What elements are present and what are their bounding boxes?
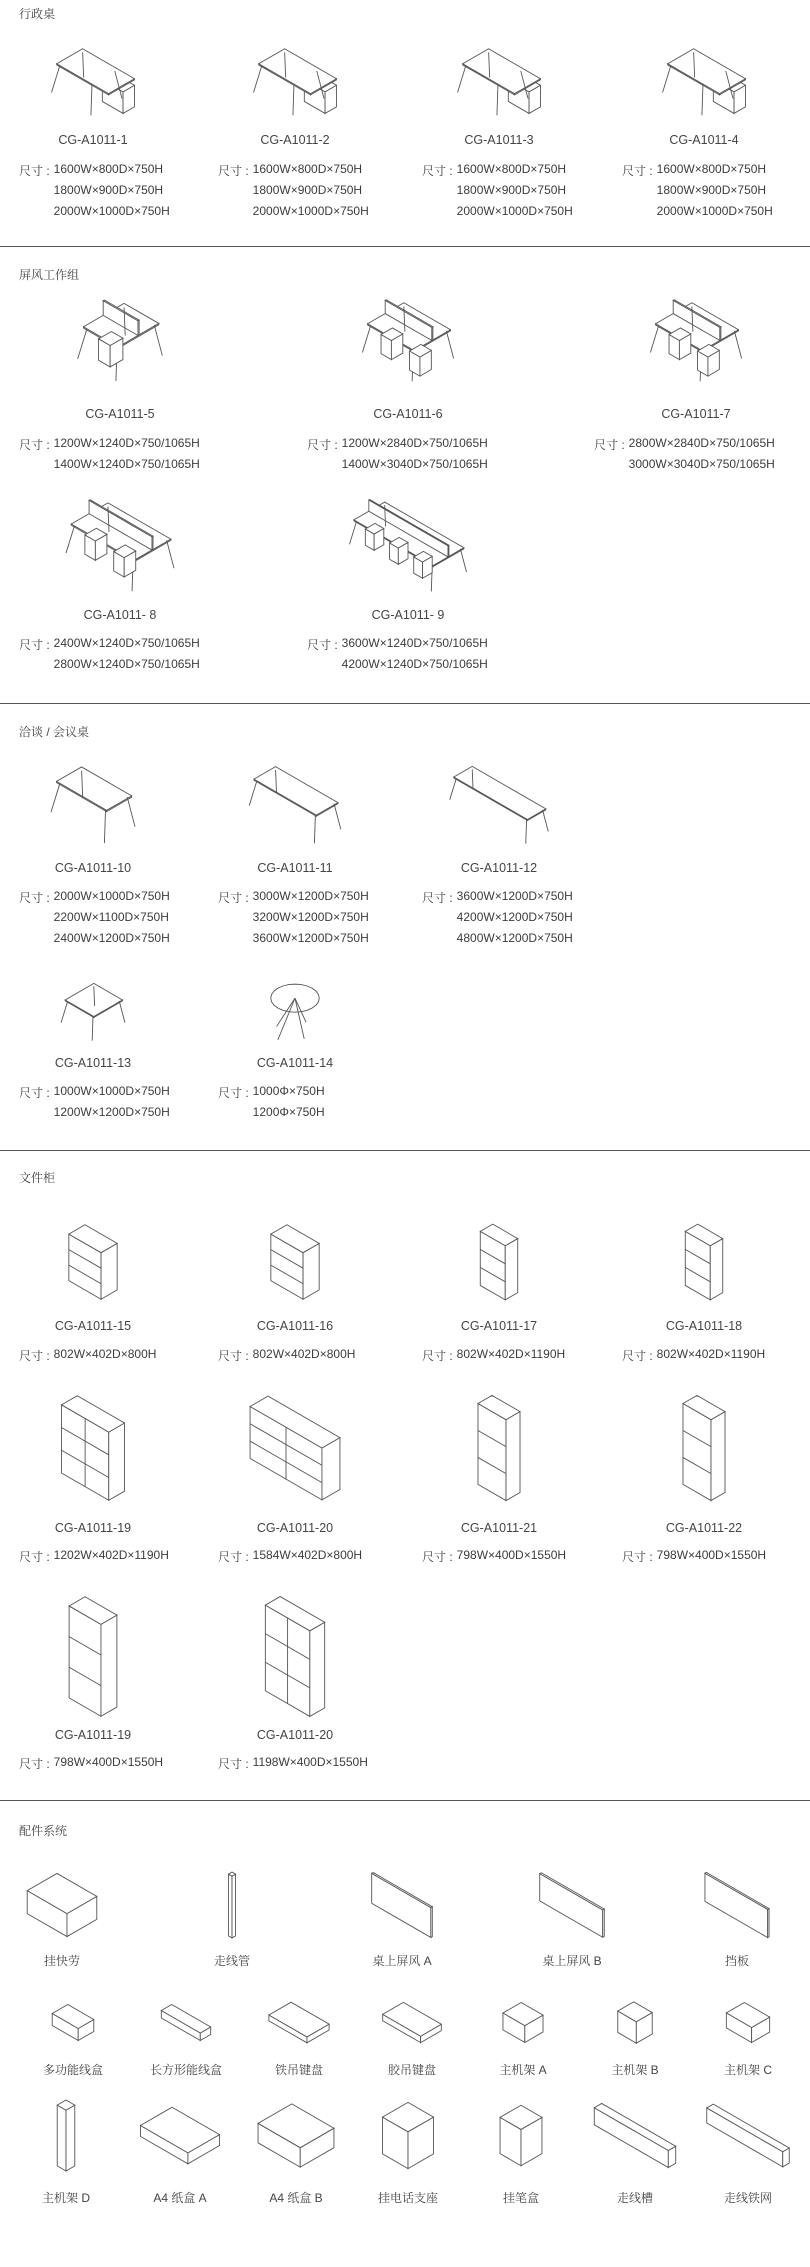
size-value: 798W×400D×1550H bbox=[656, 1548, 767, 1562]
section-divider bbox=[0, 703, 810, 704]
size-value: 2000W×1000D×750H bbox=[456, 204, 573, 218]
accessory-label: 挂笔盒 bbox=[502, 2191, 540, 2205]
accessory-label: 走线铁网 bbox=[723, 2191, 773, 2205]
accessory-image bbox=[28, 2000, 118, 2045]
accessory-drawing bbox=[476, 2098, 566, 2173]
product-code: CG-A1011-20 bbox=[256, 1521, 334, 1535]
accessory-image bbox=[187, 1870, 277, 1940]
size-value: 2000W×1000D×750H bbox=[53, 889, 170, 903]
size-value: 1198W×400D×1550H bbox=[252, 1755, 368, 1769]
product-code: CG-A1011-4 bbox=[669, 133, 739, 147]
section-title: 屏风工作组 bbox=[19, 268, 80, 282]
product-image bbox=[343, 498, 473, 593]
size-values bbox=[457, 162, 573, 225]
product-image bbox=[28, 47, 158, 117]
accessory-label: 胶吊键盘 bbox=[387, 2063, 437, 2077]
product-image bbox=[230, 1393, 360, 1503]
size-label: 尺寸 : bbox=[422, 1550, 453, 1564]
product-sizes bbox=[218, 1347, 355, 1368]
size-value: 1584W×402D×800H bbox=[252, 1548, 363, 1562]
product-drawing bbox=[28, 1393, 158, 1503]
product-drawing bbox=[434, 47, 564, 117]
size-label: 尺寸 : bbox=[622, 1550, 653, 1564]
product-sizes bbox=[594, 436, 775, 478]
size-values bbox=[253, 1548, 362, 1569]
product-image bbox=[230, 1222, 360, 1302]
accessory-label: 主机架 B bbox=[611, 2063, 659, 2077]
product-image bbox=[434, 47, 564, 117]
accessory-drawing bbox=[692, 1870, 782, 1940]
product-drawing bbox=[639, 1393, 769, 1503]
accessory-image bbox=[357, 1870, 447, 1940]
product-image bbox=[230, 765, 360, 845]
accessory-image bbox=[21, 2098, 111, 2173]
size-value: 2400W×1200D×750H bbox=[53, 931, 170, 945]
accessory-label: 走线管 bbox=[213, 1954, 251, 1968]
accessory-image bbox=[363, 2098, 453, 2173]
accessory-label: 挂电话支座 bbox=[377, 2191, 439, 2205]
product-drawing bbox=[28, 982, 158, 1042]
product-sizes bbox=[19, 636, 200, 678]
product-image bbox=[434, 1393, 564, 1503]
accessory-label: 主机架 A bbox=[499, 2063, 547, 2077]
product-image bbox=[28, 1393, 158, 1503]
accessory-label: 桌上屏风 B bbox=[542, 1954, 602, 1968]
section-title: 文件柜 bbox=[19, 1171, 56, 1185]
product-image bbox=[55, 498, 185, 593]
size-label: 尺寸 : bbox=[307, 438, 338, 452]
size-label: 尺寸 : bbox=[307, 638, 338, 652]
size-values bbox=[457, 889, 573, 952]
size-value: 2000W×1000D×750H bbox=[656, 204, 773, 218]
size-values bbox=[457, 1347, 566, 1368]
section-divider bbox=[0, 1800, 810, 1801]
product-drawing bbox=[230, 1222, 360, 1302]
size-label: 尺寸 : bbox=[19, 1349, 50, 1363]
size-value: 1600W×800D×750H bbox=[656, 162, 767, 176]
product-sizes bbox=[218, 1084, 325, 1126]
size-value: 1200W×1200D×750H bbox=[53, 1105, 170, 1119]
product-code: CG-A1011- 9 bbox=[371, 608, 445, 622]
product-drawing bbox=[434, 765, 564, 845]
accessory-drawing bbox=[527, 1870, 617, 1940]
size-value: 1000Φ×750H bbox=[252, 1084, 325, 1098]
product-drawing bbox=[639, 1222, 769, 1302]
product-code: CG-A1011-3 bbox=[464, 133, 534, 147]
product-drawing bbox=[434, 1393, 564, 1503]
section-divider bbox=[0, 1150, 810, 1151]
product-sizes bbox=[422, 889, 573, 952]
accessory-drawing bbox=[590, 2000, 680, 2045]
accessory-image bbox=[141, 2000, 231, 2045]
section-divider bbox=[0, 246, 810, 247]
product-image bbox=[639, 1393, 769, 1503]
product-code: CG-A1011-13 bbox=[54, 1056, 132, 1070]
product-sizes bbox=[19, 436, 200, 478]
product-sizes bbox=[19, 889, 170, 952]
accessory-drawing bbox=[590, 2098, 680, 2173]
section-title: 配件系统 bbox=[19, 1824, 68, 1838]
product-sizes bbox=[218, 1755, 368, 1776]
product-image bbox=[28, 1222, 158, 1302]
accessory-drawing bbox=[367, 2000, 457, 2045]
accessory-image bbox=[476, 2098, 566, 2173]
product-sizes bbox=[422, 1347, 565, 1368]
size-value: 1200Φ×750H bbox=[252, 1105, 325, 1119]
product-sizes bbox=[218, 1548, 362, 1569]
section-title: 行政桌 bbox=[19, 7, 56, 21]
size-values bbox=[253, 1084, 325, 1126]
product-sizes bbox=[19, 1755, 163, 1776]
size-values bbox=[54, 636, 200, 678]
product-sizes bbox=[307, 436, 488, 478]
accessory-image bbox=[590, 2098, 680, 2173]
size-value: 4200W×1200D×750H bbox=[456, 910, 573, 924]
accessory-image bbox=[135, 2098, 225, 2173]
product-code: CG-A1011-11 bbox=[257, 861, 333, 875]
size-label: 尺寸 : bbox=[622, 164, 653, 178]
product-drawing bbox=[230, 1594, 360, 1719]
size-label: 尺寸 : bbox=[218, 1757, 249, 1771]
product-image bbox=[28, 765, 158, 845]
size-label: 尺寸 : bbox=[422, 891, 453, 905]
product-drawing bbox=[28, 47, 158, 117]
size-value: 4800W×1200D×750H bbox=[456, 931, 573, 945]
size-values bbox=[253, 162, 369, 225]
size-value: 2000W×1000D×750H bbox=[53, 204, 170, 218]
accessory-label: 主机架 C bbox=[723, 2063, 773, 2077]
size-value: 1400W×1240D×750/1065H bbox=[53, 457, 200, 471]
size-value: 1800W×900D×750H bbox=[456, 183, 567, 197]
size-label: 尺寸 : bbox=[19, 1550, 50, 1564]
product-image bbox=[434, 765, 564, 845]
accessory-label: 桌上屏风 A bbox=[372, 1954, 432, 1968]
size-value: 1600W×800D×750H bbox=[456, 162, 567, 176]
product-code: CG-A1011-15 bbox=[54, 1319, 132, 1333]
size-values bbox=[657, 162, 773, 225]
product-sizes bbox=[422, 162, 573, 225]
product-drawing bbox=[343, 498, 473, 593]
accessory-image bbox=[590, 2000, 680, 2045]
size-values bbox=[342, 636, 488, 678]
accessory-drawing bbox=[357, 1870, 447, 1940]
size-values bbox=[253, 1347, 356, 1368]
product-code: CG-A1011-10 bbox=[54, 861, 132, 875]
product-sizes bbox=[19, 162, 170, 225]
product-code: CG-A1011-5 bbox=[85, 407, 155, 421]
size-value: 1800W×900D×750H bbox=[656, 183, 767, 197]
size-values bbox=[657, 1548, 766, 1569]
size-label: 尺寸 : bbox=[19, 1086, 50, 1100]
size-label: 尺寸 : bbox=[594, 438, 625, 452]
accessory-image bbox=[17, 1870, 107, 1940]
product-sizes bbox=[622, 1548, 766, 1569]
size-values bbox=[54, 1084, 170, 1126]
size-values bbox=[457, 1548, 566, 1569]
product-code: CG-A1011-22 bbox=[665, 1521, 743, 1535]
accessory-drawing bbox=[187, 1870, 277, 1940]
size-label: 尺寸 : bbox=[19, 164, 50, 178]
product-image bbox=[343, 298, 473, 383]
size-values bbox=[54, 162, 170, 225]
product-sizes bbox=[307, 636, 488, 678]
size-value: 1202W×402D×1190H bbox=[53, 1548, 169, 1562]
size-label: 尺寸 : bbox=[218, 1349, 249, 1363]
accessory-label: 主机架 D bbox=[41, 2191, 91, 2205]
accessory-drawing bbox=[21, 2098, 111, 2173]
product-code: CG-A1011-12 bbox=[460, 861, 538, 875]
size-value: 1800W×900D×750H bbox=[53, 183, 164, 197]
accessory-drawing bbox=[478, 2000, 568, 2045]
size-label: 尺寸 : bbox=[622, 1349, 653, 1363]
product-code: CG-A1011-6 bbox=[373, 407, 443, 421]
accessory-image bbox=[527, 1870, 617, 1940]
accessory-label: A4 纸盒 A bbox=[153, 2191, 207, 2205]
size-values bbox=[629, 436, 775, 478]
product-sizes bbox=[19, 1548, 169, 1569]
size-value: 3600W×1200D×750H bbox=[252, 931, 369, 945]
accessory-drawing bbox=[251, 2098, 341, 2173]
size-label: 尺寸 : bbox=[218, 1550, 249, 1564]
product-drawing bbox=[343, 298, 473, 383]
product-code: CG-A1011-7 bbox=[661, 407, 731, 421]
size-label: 尺寸 : bbox=[422, 164, 453, 178]
size-label: 尺寸 : bbox=[19, 438, 50, 452]
size-label: 尺寸 : bbox=[218, 1086, 249, 1100]
size-value: 1000W×1000D×750H bbox=[53, 1084, 170, 1098]
size-label: 尺寸 : bbox=[218, 164, 249, 178]
product-code: CG-A1011- 8 bbox=[83, 608, 157, 622]
product-code: CG-A1011-17 bbox=[460, 1319, 538, 1333]
size-label: 尺寸 : bbox=[422, 1349, 453, 1363]
accessory-image bbox=[367, 2000, 457, 2045]
size-value: 1600W×800D×750H bbox=[53, 162, 164, 176]
size-value: 2800W×1240D×750/1065H bbox=[53, 657, 200, 671]
size-values bbox=[54, 889, 170, 952]
size-value: 798W×400D×1550H bbox=[456, 1548, 567, 1562]
product-drawing bbox=[230, 1393, 360, 1503]
product-image bbox=[230, 1594, 360, 1719]
product-sizes bbox=[622, 162, 773, 225]
size-value: 2200W×1100D×750H bbox=[53, 910, 169, 924]
size-values bbox=[54, 1755, 163, 1776]
accessory-drawing bbox=[254, 2000, 344, 2045]
size-values bbox=[253, 1755, 368, 1776]
product-drawing bbox=[434, 1222, 564, 1302]
size-value: 3000W×1200D×750H bbox=[252, 889, 369, 903]
size-value: 3200W×1200D×750H bbox=[252, 910, 369, 924]
product-sizes bbox=[422, 1548, 566, 1569]
product-code: CG-A1011-20 bbox=[256, 1728, 334, 1742]
size-value: 1200W×1240D×750/1065H bbox=[53, 436, 200, 450]
product-code: CG-A1011-1 bbox=[58, 133, 128, 147]
product-code: CG-A1011-21 bbox=[460, 1521, 538, 1535]
product-drawing bbox=[631, 298, 761, 383]
size-value: 2400W×1240D×750/1065H bbox=[53, 636, 200, 650]
product-image bbox=[55, 298, 185, 383]
product-code: CG-A1011-19 bbox=[54, 1521, 132, 1535]
size-values bbox=[253, 889, 369, 952]
product-sizes bbox=[622, 1347, 765, 1368]
accessory-label: 挂快劳 bbox=[43, 1954, 81, 1968]
product-image bbox=[639, 47, 769, 117]
accessory-drawing bbox=[363, 2098, 453, 2173]
size-label: 尺寸 : bbox=[218, 891, 249, 905]
size-value: 1800W×900D×750H bbox=[252, 183, 363, 197]
accessory-image bbox=[478, 2000, 568, 2045]
product-code: CG-A1011-14 bbox=[256, 1056, 334, 1070]
accessory-image bbox=[254, 2000, 344, 2045]
size-value: 802W×402D×1190H bbox=[656, 1347, 766, 1361]
size-values bbox=[54, 436, 200, 478]
product-image bbox=[631, 298, 761, 383]
accessory-drawing bbox=[141, 2000, 231, 2045]
product-image bbox=[639, 1222, 769, 1302]
accessory-image bbox=[703, 2000, 793, 2045]
accessory-image bbox=[251, 2098, 341, 2173]
size-label: 尺寸 : bbox=[19, 1757, 50, 1771]
product-drawing bbox=[639, 47, 769, 117]
accessory-image bbox=[692, 1870, 782, 1940]
size-value: 1400W×3040D×750/1065H bbox=[341, 457, 488, 471]
product-code: CG-A1011-2 bbox=[260, 133, 330, 147]
size-value: 3000W×3040D×750/1065H bbox=[628, 457, 775, 471]
product-drawing bbox=[55, 298, 185, 383]
product-drawing bbox=[28, 1222, 158, 1302]
accessory-label: 铁吊键盘 bbox=[274, 2063, 324, 2077]
product-code: CG-A1011-16 bbox=[256, 1319, 334, 1333]
accessory-drawing bbox=[28, 2000, 118, 2045]
product-image bbox=[230, 982, 360, 1042]
accessory-drawing bbox=[135, 2098, 225, 2173]
size-value: 2000W×1000D×750H bbox=[252, 204, 369, 218]
accessory-drawing bbox=[17, 1870, 107, 1940]
accessory-drawing bbox=[703, 2000, 793, 2045]
product-sizes bbox=[218, 162, 369, 225]
size-label: 尺寸 : bbox=[19, 891, 50, 905]
product-image bbox=[434, 1222, 564, 1302]
size-value: 2800W×2840D×750/1065H bbox=[628, 436, 775, 450]
product-drawing bbox=[28, 1594, 158, 1719]
product-drawing bbox=[230, 982, 360, 1042]
accessory-drawing bbox=[703, 2098, 793, 2173]
product-drawing bbox=[28, 765, 158, 845]
size-label: 尺寸 : bbox=[19, 638, 50, 652]
product-drawing bbox=[230, 765, 360, 845]
accessory-label: 多功能线盒 bbox=[42, 2063, 104, 2077]
accessory-label: 长方形能线盒 bbox=[149, 2063, 223, 2077]
section-title: 洽谈 / 会议桌 bbox=[19, 725, 90, 739]
accessory-label: A4 纸盒 B bbox=[269, 2191, 323, 2205]
size-value: 4200W×1240D×750/1065H bbox=[341, 657, 488, 671]
size-value: 1600W×800D×750H bbox=[252, 162, 363, 176]
product-sizes bbox=[218, 889, 369, 952]
product-sizes bbox=[19, 1084, 170, 1126]
accessory-label: 走线槽 bbox=[616, 2191, 654, 2205]
accessory-image bbox=[703, 2098, 793, 2173]
size-values bbox=[54, 1548, 169, 1569]
size-values bbox=[342, 436, 488, 478]
product-image bbox=[28, 1594, 158, 1719]
size-value: 802W×402D×800H bbox=[53, 1347, 157, 1361]
size-value: 802W×402D×1190H bbox=[456, 1347, 566, 1361]
size-value: 798W×400D×1550H bbox=[53, 1755, 164, 1769]
product-sizes bbox=[19, 1347, 156, 1368]
product-image bbox=[28, 982, 158, 1042]
size-values bbox=[657, 1347, 766, 1368]
product-drawing bbox=[230, 47, 360, 117]
size-value: 802W×402D×800H bbox=[252, 1347, 356, 1361]
size-value: 3600W×1200D×750H bbox=[456, 889, 573, 903]
accessory-label: 挡板 bbox=[724, 1954, 750, 1968]
size-value: 3600W×1240D×750/1065H bbox=[341, 636, 488, 650]
size-value: 1200W×2840D×750/1065H bbox=[341, 436, 488, 450]
product-code: CG-A1011-18 bbox=[665, 1319, 743, 1333]
product-image bbox=[230, 47, 360, 117]
product-code: CG-A1011-19 bbox=[54, 1728, 132, 1742]
size-values bbox=[54, 1347, 157, 1368]
product-drawing bbox=[55, 498, 185, 593]
